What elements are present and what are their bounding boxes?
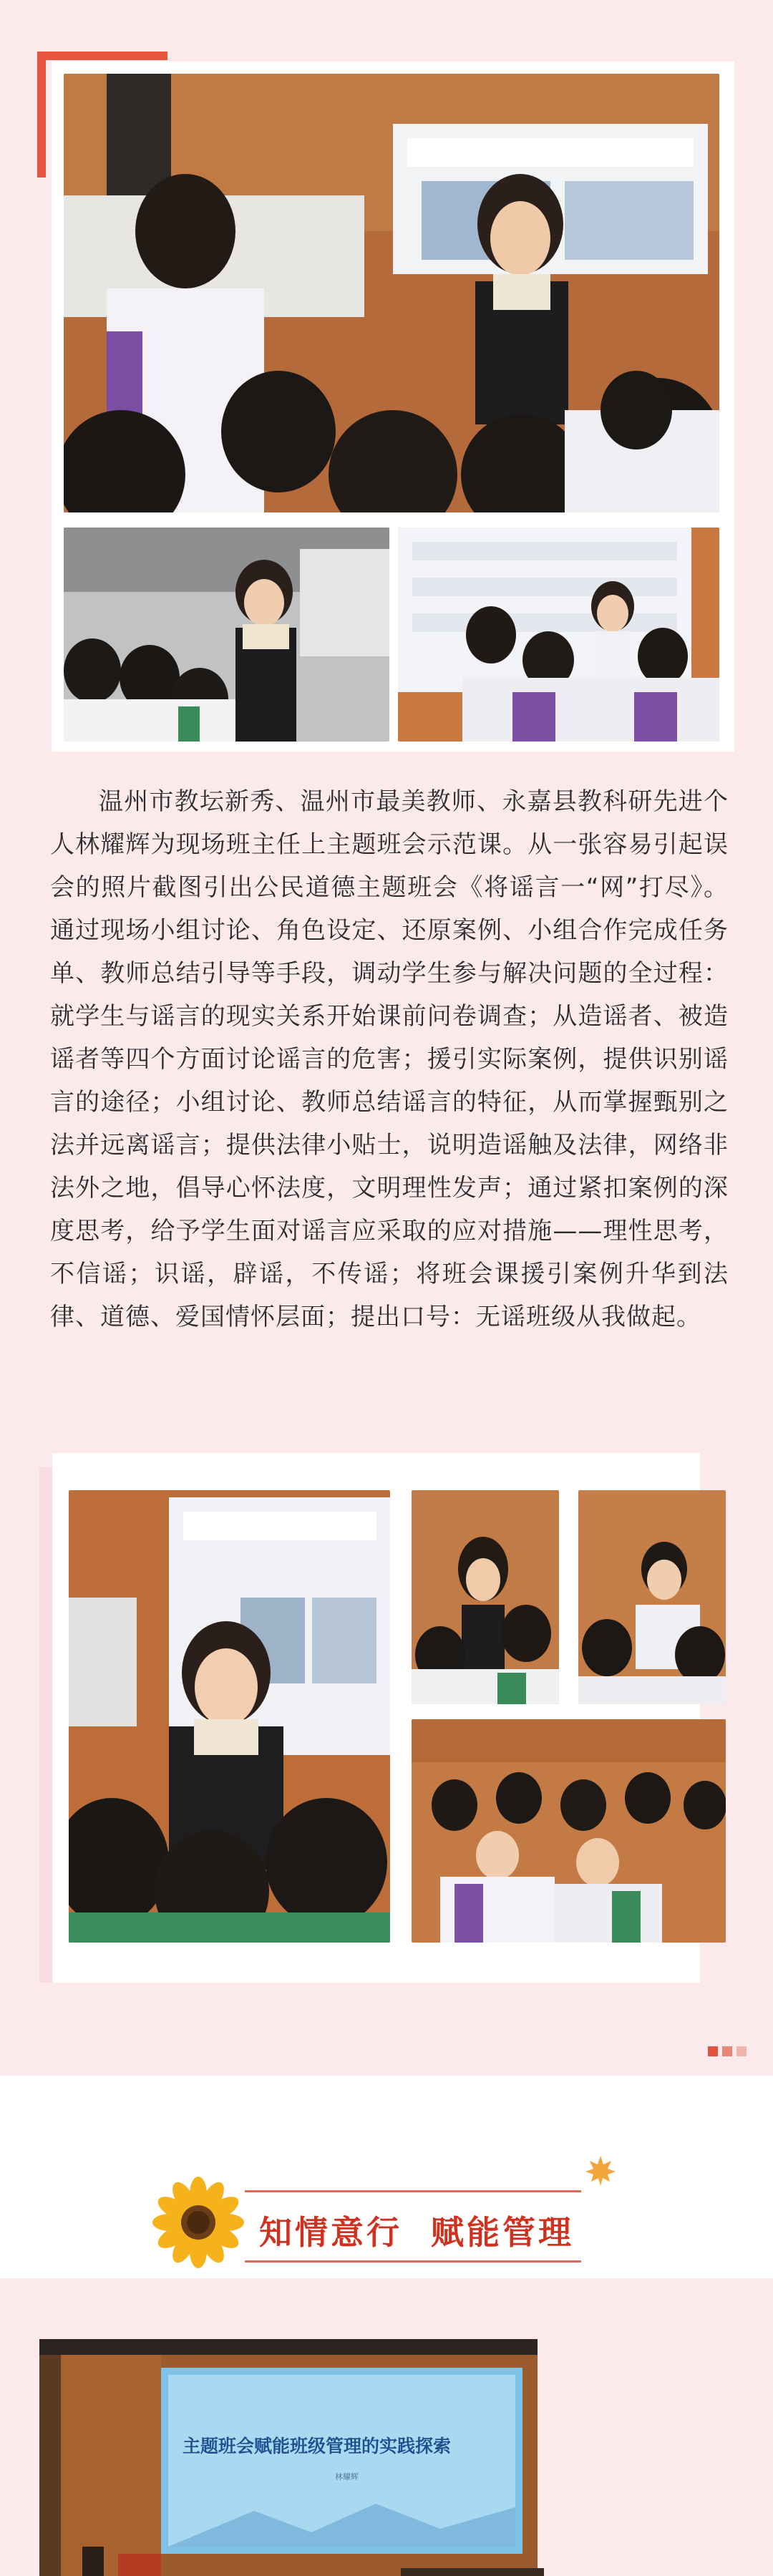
photo-teacher-microphone [64,74,719,512]
photo-classroom-left [64,528,389,742]
title-line-bottom [245,2260,581,2262]
title-line-top [245,2190,581,2192]
photo-classroom-right [398,528,719,742]
sunflower-icon [152,2176,245,2269]
article-paragraph: 温州市教坛新秀、温州市最美教师、永嘉县教科研先进个人林耀辉为现场班主任上主题班会示范课。从一张容易引起误会的照片截图引出公民道德主题班会《将谣言一“网”打尽》。通过现场小组讨论、角色设定、还原案例、小组合作完成任务单、教师总结引导等手段，调动学生参与解决问题的全过程：就学生与谣言的现实关系开始课前问卷调查；从造谣者、被造谣者等四个方面讨论谣言的危害；援引实际案例，提供识别谣言的途径；小组讨论、教师总结谣言的特征，从而掌握甄别之法并远离谣言；提供法律小贴士，说明造谣触及法律，网络非法外之地，倡导心怀法度，文明理性发声；通过紧扣案例的深度思考，给予学生面对谣言应采取的应对措施——理性思考，不信谣；识谣，辟谣，不传谣；将班会课援引案例升华到法律、道德、爱国情怀层面；提出口号：无谣班级从我做起。 [50,787,729,1331]
page-indicator [708,2046,747,2056]
photo-students-group [412,1719,726,1943]
photo-student-microphone [578,1490,726,1704]
photo-students-raise-hand [412,1490,559,1704]
slide-headline: 主题班会赋能班级管理的实践探索 [183,2436,452,2456]
card-shadow-left [39,1467,52,1983]
photo-teacher-smiling [69,1490,390,1943]
maple-leaf-icon [584,2154,617,2187]
section-title: 知情意行 赋能管理 [259,2213,575,2252]
slide-author: 林耀辉 [335,2472,359,2482]
photo-corner-next [401,2568,544,2576]
